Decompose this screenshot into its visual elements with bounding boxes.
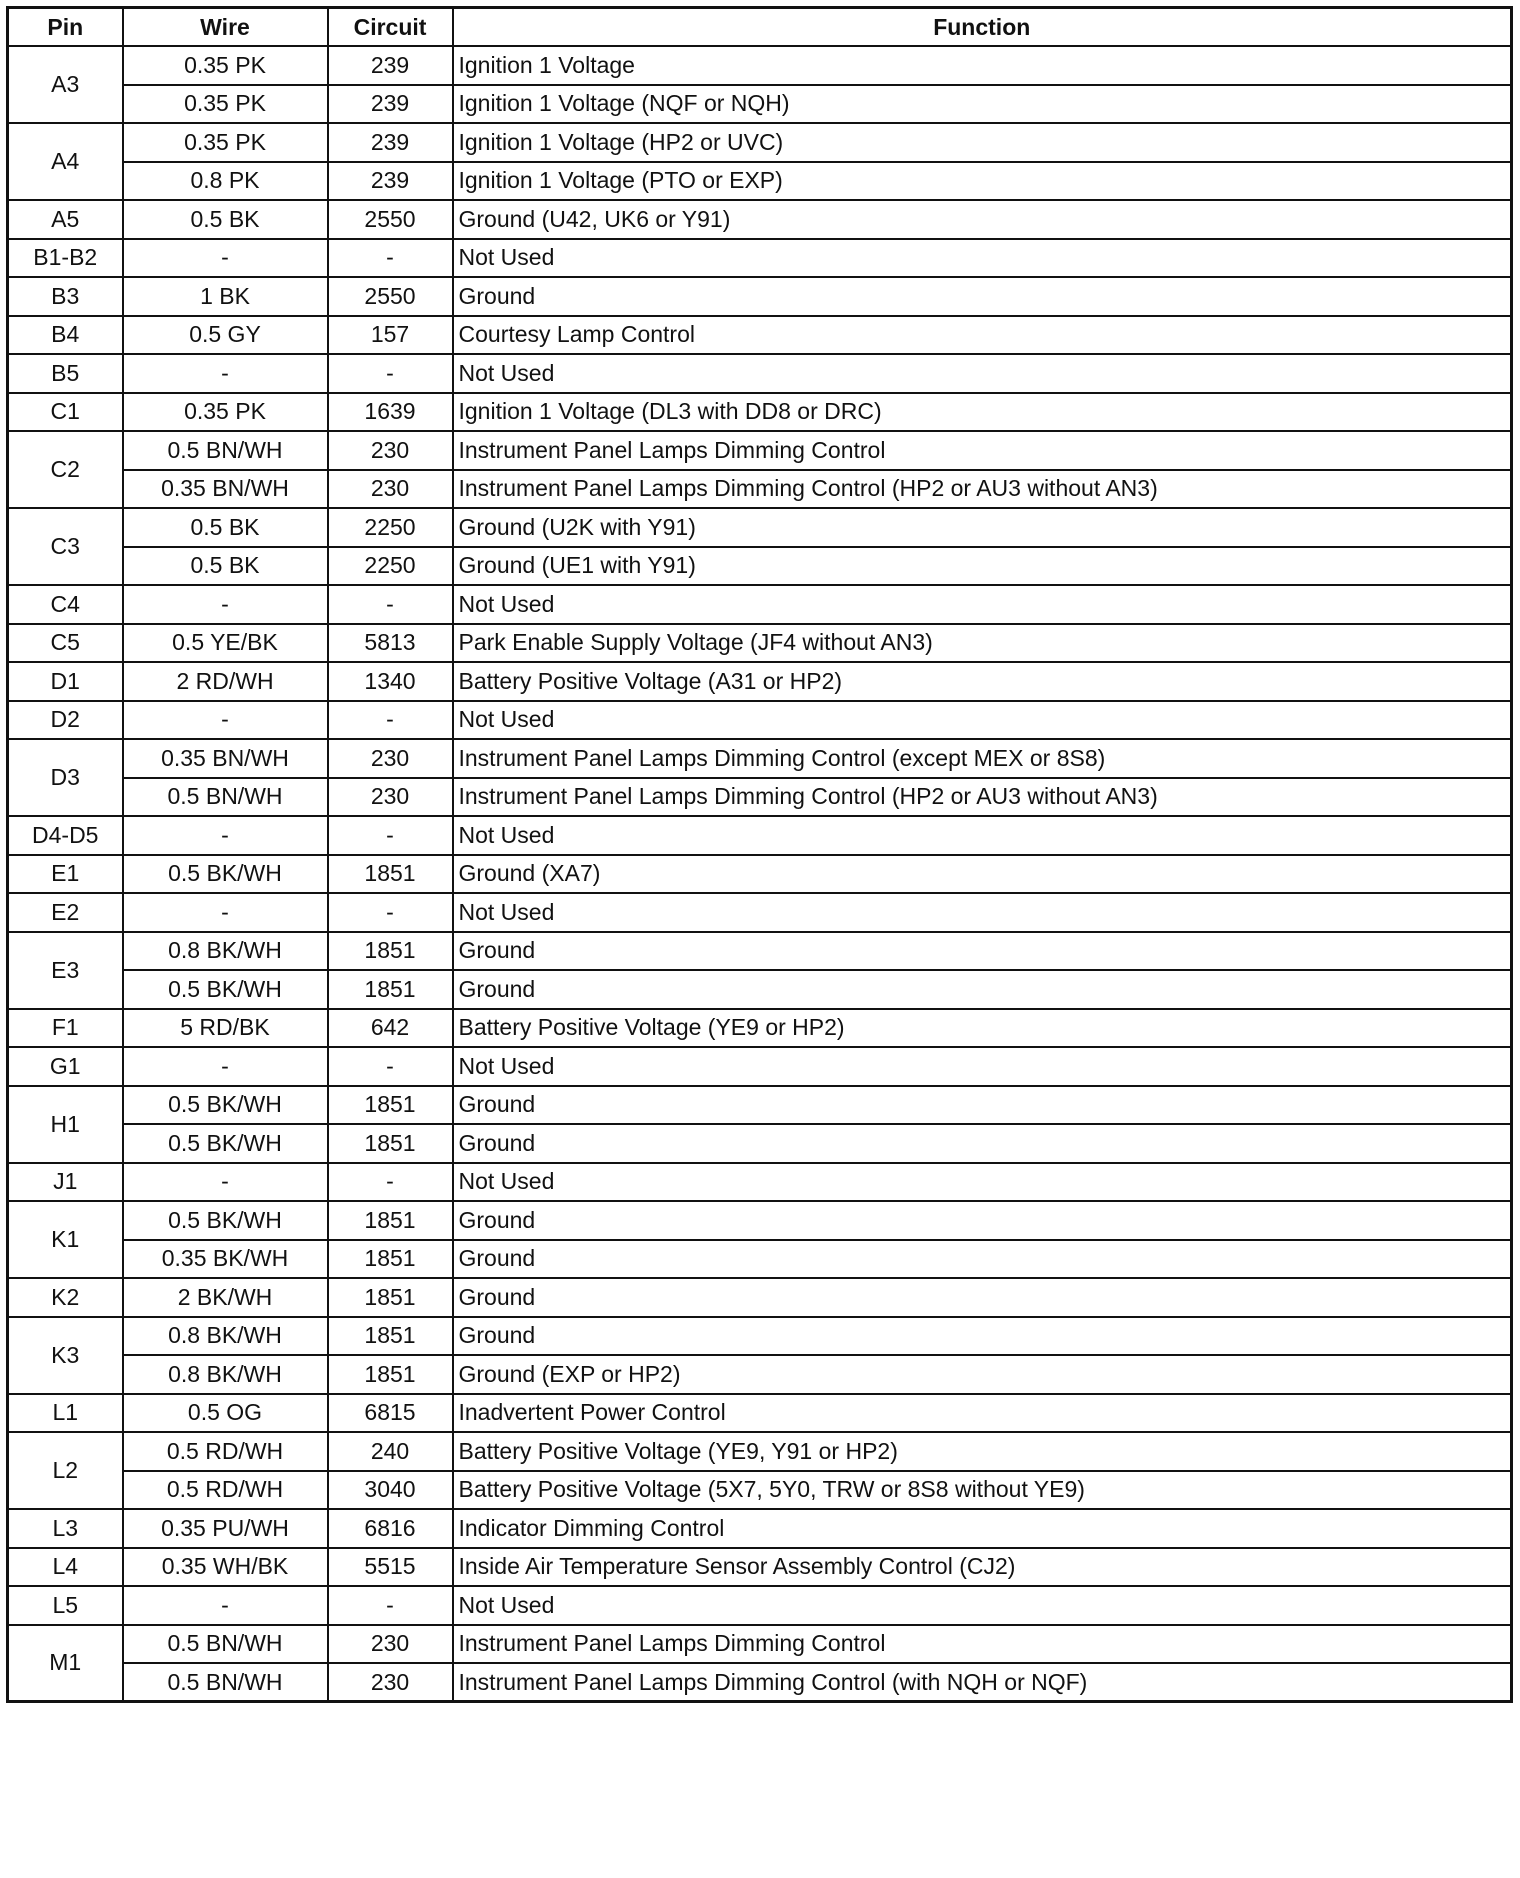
function-cell: Ground <box>453 932 1512 971</box>
wire-cell: 0.5 BK/WH <box>123 1124 328 1163</box>
pin-cell: K3 <box>8 1317 123 1394</box>
pin-cell: C1 <box>8 393 123 432</box>
wire-cell: 0.5 BK/WH <box>123 1201 328 1240</box>
wire-cell: 0.5 RD/WH <box>123 1471 328 1510</box>
wire-cell: - <box>123 1586 328 1625</box>
pin-cell: B3 <box>8 277 123 316</box>
function-cell: Ignition 1 Voltage (NQF or NQH) <box>453 85 1512 124</box>
pin-cell: C3 <box>8 508 123 585</box>
pin-cell: H1 <box>8 1086 123 1163</box>
circuit-cell: 1851 <box>328 1086 453 1125</box>
circuit-cell: 230 <box>328 778 453 817</box>
wire-cell: 0.35 WH/BK <box>123 1548 328 1587</box>
pin-cell: K1 <box>8 1201 123 1278</box>
table-row <box>8 701 1512 740</box>
function-cell: Ground <box>453 1240 1512 1279</box>
function-cell: Instrument Panel Lamps Dimming Control <box>453 431 1512 470</box>
wire-cell: - <box>123 1163 328 1202</box>
function-cell: Not Used <box>453 239 1512 278</box>
table-row <box>8 1509 1512 1548</box>
function-cell: Ground (UE1 with Y91) <box>453 547 1512 586</box>
pin-cell: K2 <box>8 1278 123 1317</box>
wire-cell: 0.5 YE/BK <box>123 624 328 663</box>
circuit-cell: 3040 <box>328 1471 453 1510</box>
table-row <box>8 1586 1512 1625</box>
circuit-cell: - <box>328 354 453 393</box>
circuit-cell: 1851 <box>328 855 453 894</box>
table-row <box>8 1394 1512 1433</box>
pin-cell: J1 <box>8 1163 123 1202</box>
wire-cell: 0.35 BN/WH <box>123 470 328 509</box>
function-cell: Instrument Panel Lamps Dimming Control (with NQH or NQF) <box>453 1663 1512 1702</box>
table-row <box>8 778 1512 817</box>
table-row <box>8 1432 1512 1471</box>
table-row <box>8 624 1512 663</box>
function-cell: Not Used <box>453 1163 1512 1202</box>
function-cell: Instrument Panel Lamps Dimming Control (HP2 or AU3 without AN3) <box>453 470 1512 509</box>
circuit-cell: 239 <box>328 123 453 162</box>
function-cell: Not Used <box>453 893 1512 932</box>
circuit-cell: 2550 <box>328 277 453 316</box>
circuit-cell: - <box>328 1047 453 1086</box>
table-row <box>8 932 1512 971</box>
table-row <box>8 470 1512 509</box>
header-wire: Wire <box>123 8 328 47</box>
pin-cell: B4 <box>8 316 123 355</box>
wire-cell: - <box>123 816 328 855</box>
circuit-cell: 1851 <box>328 1201 453 1240</box>
table-row <box>8 239 1512 278</box>
wire-cell: 0.35 PK <box>123 85 328 124</box>
table-row <box>8 739 1512 778</box>
circuit-cell: 1851 <box>328 1355 453 1394</box>
function-cell: Ground (U2K with Y91) <box>453 508 1512 547</box>
circuit-cell: 2250 <box>328 508 453 547</box>
circuit-cell: 230 <box>328 1663 453 1702</box>
pin-cell: B1-B2 <box>8 239 123 278</box>
header-circuit: Circuit <box>328 8 453 47</box>
table-row <box>8 46 1512 85</box>
function-cell: Battery Positive Voltage (YE9, Y91 or HP2) <box>453 1432 1512 1471</box>
wire-cell: 0.5 BN/WH <box>123 431 328 470</box>
wire-cell: 0.35 PK <box>123 46 328 85</box>
function-cell: Battery Positive Voltage (YE9 or HP2) <box>453 1009 1512 1048</box>
wire-cell: 0.35 BK/WH <box>123 1240 328 1279</box>
table-row <box>8 970 1512 1009</box>
table-row <box>8 816 1512 855</box>
table-row <box>8 200 1512 239</box>
wire-cell: 0.5 GY <box>123 316 328 355</box>
pin-cell: L1 <box>8 1394 123 1433</box>
function-cell: Park Enable Supply Voltage (JF4 without AN3) <box>453 624 1512 663</box>
wire-cell: - <box>123 893 328 932</box>
function-cell: Indicator Dimming Control <box>453 1509 1512 1548</box>
pin-cell: D2 <box>8 701 123 740</box>
function-cell: Battery Positive Voltage (A31 or HP2) <box>453 662 1512 701</box>
function-cell: Ground <box>453 1317 1512 1356</box>
pin-cell: D4-D5 <box>8 816 123 855</box>
wire-cell: 5 RD/BK <box>123 1009 328 1048</box>
wire-cell: 0.5 BK/WH <box>123 970 328 1009</box>
table-row <box>8 893 1512 932</box>
wire-cell: 0.35 PU/WH <box>123 1509 328 1548</box>
circuit-cell: 1639 <box>328 393 453 432</box>
function-cell: Not Used <box>453 701 1512 740</box>
function-cell: Ground <box>453 1124 1512 1163</box>
wire-cell: 0.35 PK <box>123 393 328 432</box>
pin-cell: C2 <box>8 431 123 508</box>
pin-cell: A4 <box>8 123 123 200</box>
table-row <box>8 393 1512 432</box>
wire-cell: 0.8 PK <box>123 162 328 201</box>
wire-cell: 0.35 PK <box>123 123 328 162</box>
pin-cell: G1 <box>8 1047 123 1086</box>
table-row <box>8 1201 1512 1240</box>
table-row <box>8 1355 1512 1394</box>
wire-cell: 0.5 BK <box>123 547 328 586</box>
wire-cell: - <box>123 239 328 278</box>
table-body <box>8 46 1512 1702</box>
wire-cell: - <box>123 354 328 393</box>
table-row <box>8 431 1512 470</box>
wire-cell: 0.5 BK <box>123 200 328 239</box>
function-cell: Ignition 1 Voltage (PTO or EXP) <box>453 162 1512 201</box>
circuit-cell: 1851 <box>328 970 453 1009</box>
function-cell: Ground <box>453 277 1512 316</box>
function-cell: Inside Air Temperature Sensor Assembly Control (CJ2) <box>453 1548 1512 1587</box>
circuit-cell: 6815 <box>328 1394 453 1433</box>
circuit-cell: 642 <box>328 1009 453 1048</box>
function-cell: Ground (XA7) <box>453 855 1512 894</box>
circuit-cell: - <box>328 585 453 624</box>
circuit-cell: 239 <box>328 46 453 85</box>
circuit-cell: 2550 <box>328 200 453 239</box>
circuit-cell: 1851 <box>328 1240 453 1279</box>
circuit-cell: 1340 <box>328 662 453 701</box>
table-row <box>8 277 1512 316</box>
circuit-cell: - <box>328 816 453 855</box>
pin-cell: E3 <box>8 932 123 1009</box>
circuit-cell: 1851 <box>328 932 453 971</box>
wire-cell: 1 BK <box>123 277 328 316</box>
pin-cell: L3 <box>8 1509 123 1548</box>
table-row <box>8 1009 1512 1048</box>
table-row <box>8 85 1512 124</box>
table-row <box>8 1278 1512 1317</box>
wire-cell: 0.5 BK/WH <box>123 1086 328 1125</box>
wire-cell: - <box>123 1047 328 1086</box>
function-cell: Instrument Panel Lamps Dimming Control <box>453 1625 1512 1664</box>
function-cell: Courtesy Lamp Control <box>453 316 1512 355</box>
table-row <box>8 1548 1512 1587</box>
circuit-cell: 230 <box>328 470 453 509</box>
wire-cell: 2 BK/WH <box>123 1278 328 1317</box>
circuit-cell: - <box>328 239 453 278</box>
table-row <box>8 1124 1512 1163</box>
table-row <box>8 1317 1512 1356</box>
wire-cell: 0.5 BK/WH <box>123 855 328 894</box>
circuit-cell: 1851 <box>328 1124 453 1163</box>
wire-cell: 0.8 BK/WH <box>123 1317 328 1356</box>
table-row <box>8 1663 1512 1702</box>
function-cell: Ground <box>453 1201 1512 1240</box>
pin-cell: M1 <box>8 1625 123 1702</box>
function-cell: Ignition 1 Voltage (HP2 or UVC) <box>453 123 1512 162</box>
function-cell: Not Used <box>453 585 1512 624</box>
pin-cell: D1 <box>8 662 123 701</box>
table-row <box>8 354 1512 393</box>
circuit-cell: 1851 <box>328 1278 453 1317</box>
function-cell: Ground (U42, UK6 or Y91) <box>453 200 1512 239</box>
circuit-cell: 1851 <box>328 1317 453 1356</box>
circuit-cell: - <box>328 1586 453 1625</box>
function-cell: Ground (EXP or HP2) <box>453 1355 1512 1394</box>
pin-cell: C4 <box>8 585 123 624</box>
function-cell: Instrument Panel Lamps Dimming Control (except MEX or 8S8) <box>453 739 1512 778</box>
table-row <box>8 1163 1512 1202</box>
pin-cell: L2 <box>8 1432 123 1509</box>
function-cell: Not Used <box>453 1047 1512 1086</box>
wire-cell: 0.5 BN/WH <box>123 1625 328 1664</box>
table-row <box>8 585 1512 624</box>
connector-pin-table <box>6 6 1513 1703</box>
pin-cell: A5 <box>8 200 123 239</box>
circuit-cell: 5515 <box>328 1548 453 1587</box>
wire-cell: 0.35 BN/WH <box>123 739 328 778</box>
pin-cell: F1 <box>8 1009 123 1048</box>
circuit-cell: 240 <box>328 1432 453 1471</box>
function-cell: Battery Positive Voltage (5X7, 5Y0, TRW or 8S8 without YE9) <box>453 1471 1512 1510</box>
function-cell: Not Used <box>453 1586 1512 1625</box>
circuit-cell: 230 <box>328 1625 453 1664</box>
table-row <box>8 662 1512 701</box>
circuit-cell: - <box>328 893 453 932</box>
circuit-cell: 157 <box>328 316 453 355</box>
table-row <box>8 1471 1512 1510</box>
table-row <box>8 547 1512 586</box>
circuit-cell: - <box>328 1163 453 1202</box>
pin-cell: E2 <box>8 893 123 932</box>
pin-cell: A3 <box>8 46 123 123</box>
pin-cell: E1 <box>8 855 123 894</box>
function-cell: Ground <box>453 970 1512 1009</box>
table-row <box>8 316 1512 355</box>
circuit-cell: 239 <box>328 162 453 201</box>
table-row <box>8 508 1512 547</box>
circuit-cell: 230 <box>328 431 453 470</box>
function-cell: Ground <box>453 1086 1512 1125</box>
wire-cell: 0.8 BK/WH <box>123 1355 328 1394</box>
wire-cell: 0.5 BN/WH <box>123 1663 328 1702</box>
wire-cell: - <box>123 585 328 624</box>
pin-cell: L5 <box>8 1586 123 1625</box>
pin-cell: D3 <box>8 739 123 816</box>
table-row <box>8 1086 1512 1125</box>
pin-cell: L4 <box>8 1548 123 1587</box>
circuit-cell: - <box>328 701 453 740</box>
header-pin: Pin <box>8 8 123 47</box>
wire-cell: 2 RD/WH <box>123 662 328 701</box>
function-cell: Not Used <box>453 354 1512 393</box>
function-cell: Not Used <box>453 816 1512 855</box>
circuit-cell: 2250 <box>328 547 453 586</box>
function-cell: Inadvertent Power Control <box>453 1394 1512 1433</box>
table-row <box>8 123 1512 162</box>
wire-cell: 0.5 BK <box>123 508 328 547</box>
wire-cell: 0.5 BN/WH <box>123 778 328 817</box>
wire-cell: 0.8 BK/WH <box>123 932 328 971</box>
wire-cell: - <box>123 701 328 740</box>
circuit-cell: 5813 <box>328 624 453 663</box>
table-row <box>8 1625 1512 1664</box>
wire-cell: 0.5 RD/WH <box>123 1432 328 1471</box>
connector-pin-table-page <box>6 6 1510 1703</box>
table-row <box>8 1047 1512 1086</box>
circuit-cell: 230 <box>328 739 453 778</box>
function-cell: Instrument Panel Lamps Dimming Control (HP2 or AU3 without AN3) <box>453 778 1512 817</box>
table-row <box>8 855 1512 894</box>
pin-cell: B5 <box>8 354 123 393</box>
circuit-cell: 6816 <box>328 1509 453 1548</box>
function-cell: Ground <box>453 1278 1512 1317</box>
function-cell: Ignition 1 Voltage (DL3 with DD8 or DRC) <box>453 393 1512 432</box>
circuit-cell: 239 <box>328 85 453 124</box>
wire-cell: 0.5 OG <box>123 1394 328 1433</box>
function-cell: Ignition 1 Voltage <box>453 46 1512 85</box>
pin-cell: C5 <box>8 624 123 663</box>
table-row <box>8 162 1512 201</box>
table-header-row <box>8 8 1512 47</box>
header-function: Function <box>453 8 1512 47</box>
table-row <box>8 1240 1512 1279</box>
